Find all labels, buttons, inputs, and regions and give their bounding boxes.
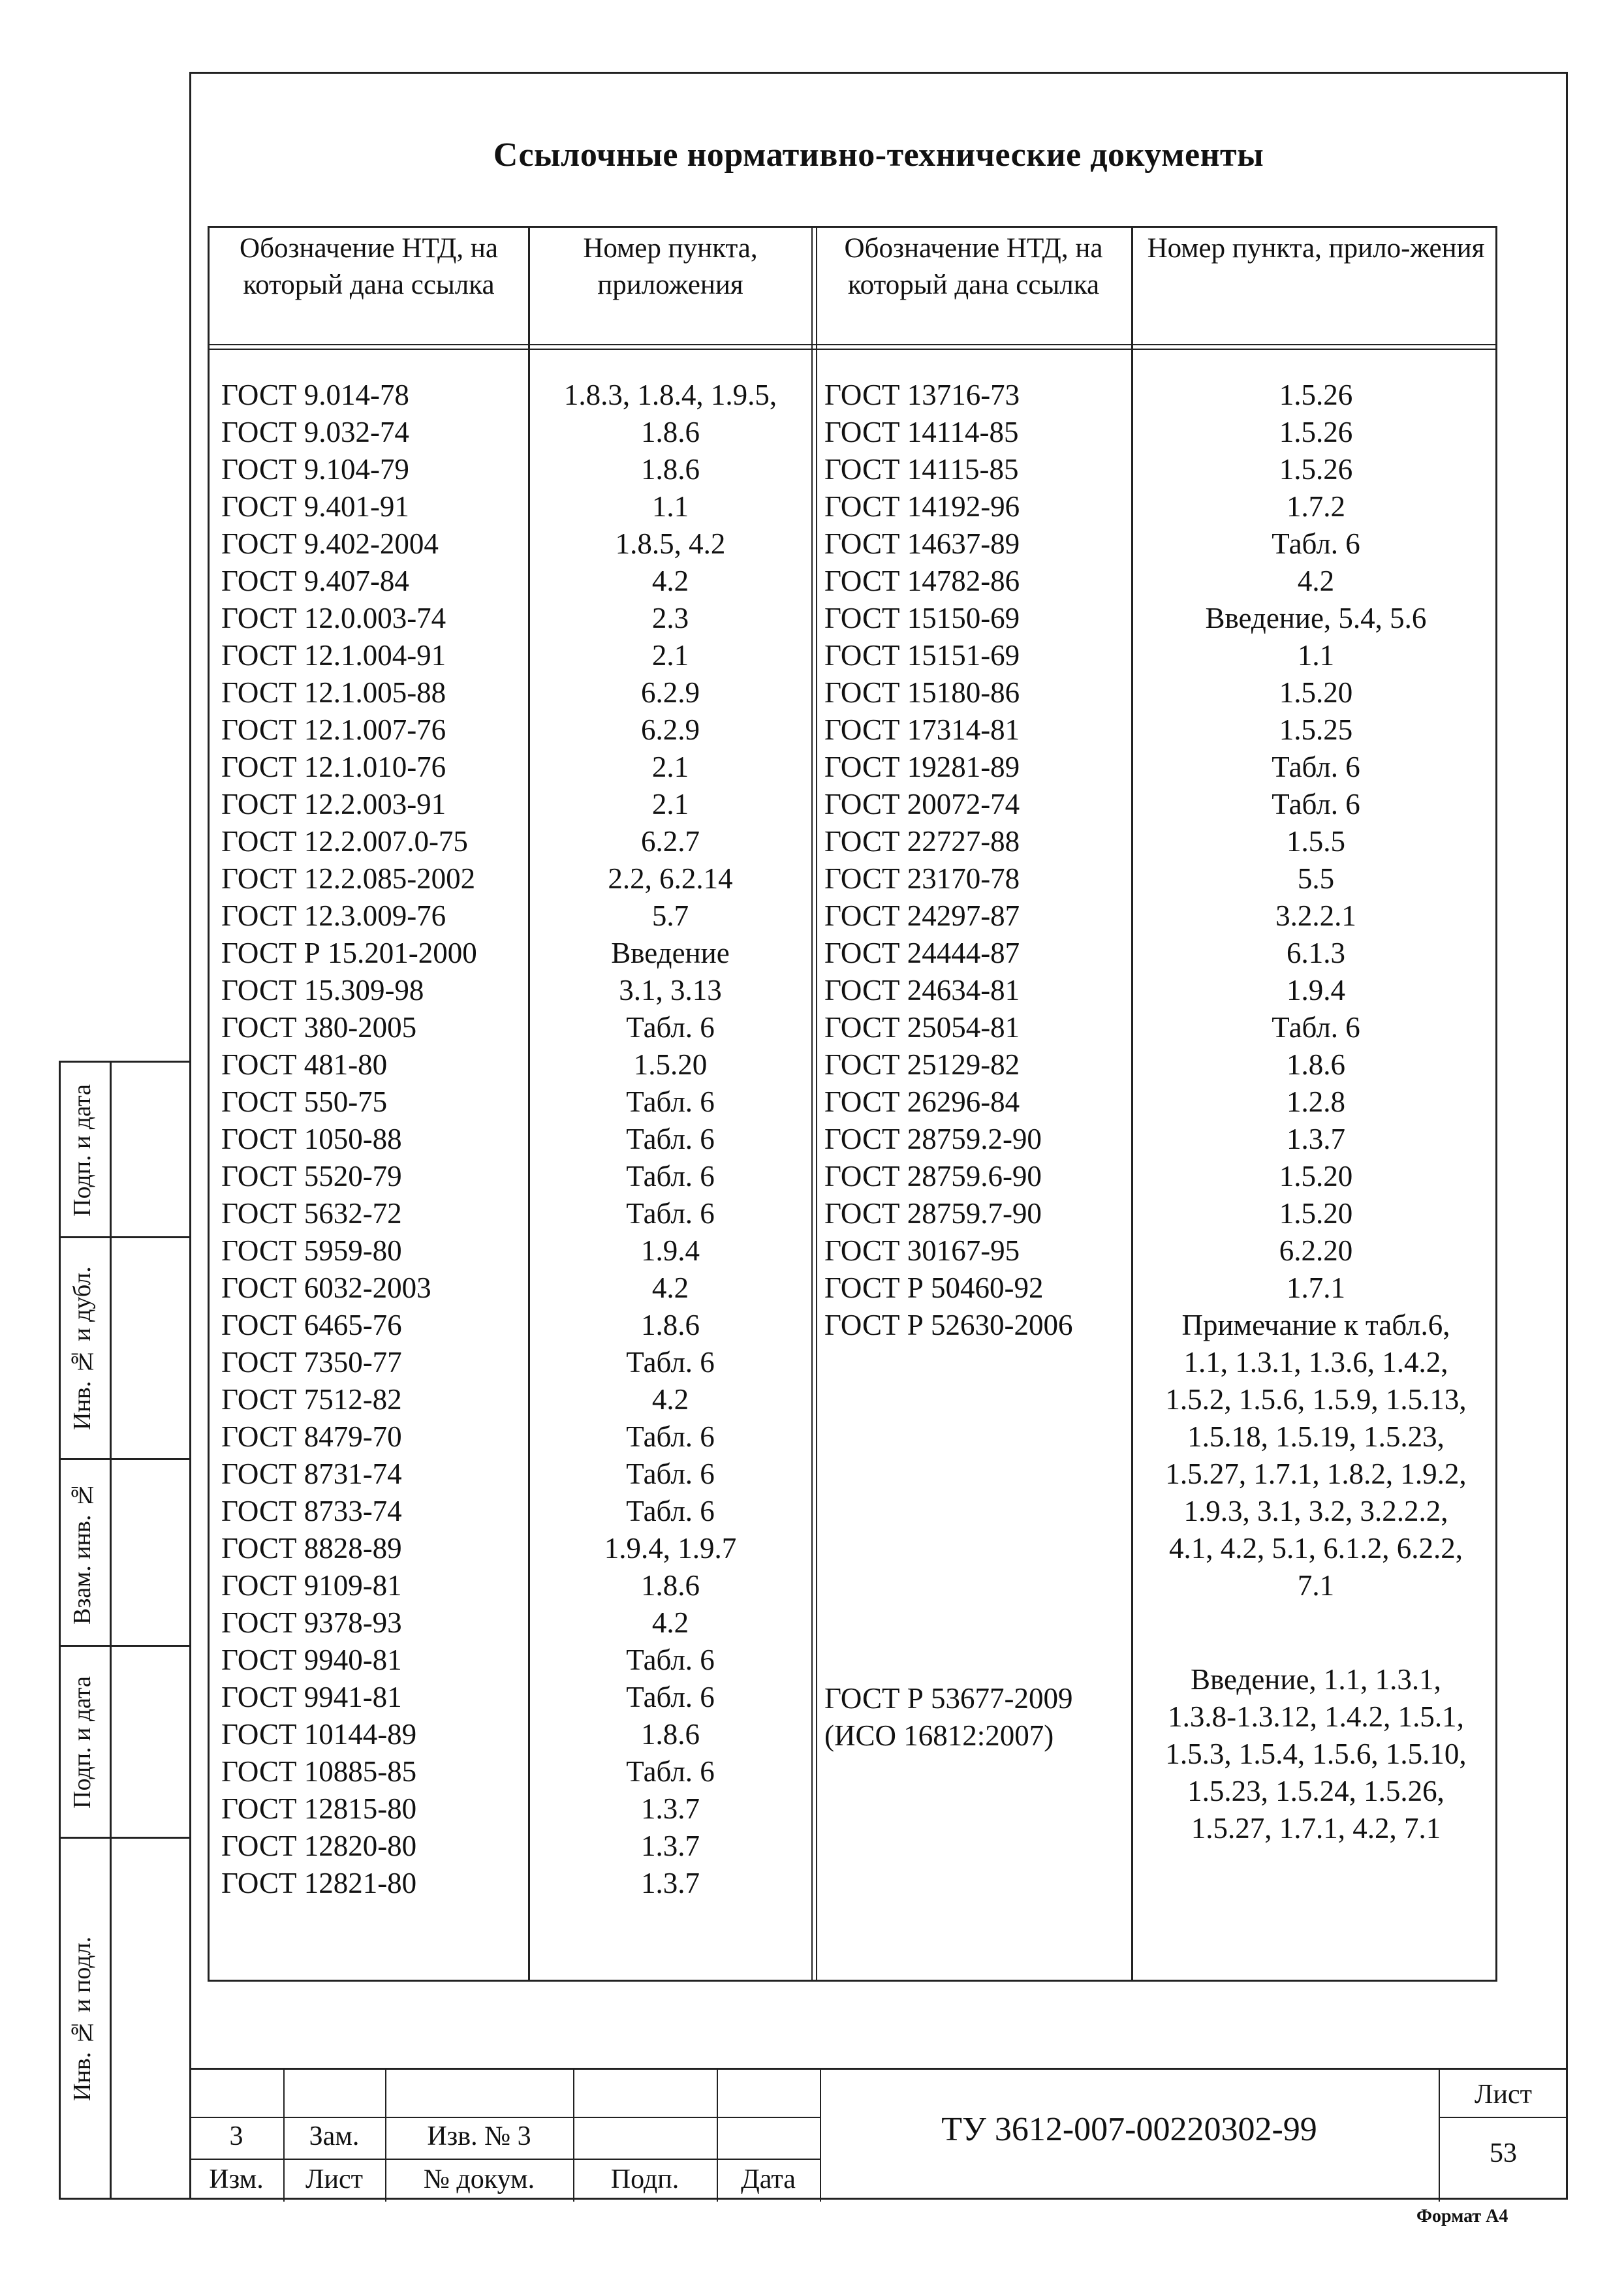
side-label-vzam-inv: Взам. инв. № bbox=[69, 1481, 96, 1625]
right-item-cell: Табл. 6 bbox=[1272, 751, 1360, 783]
right-item-cell: 1.5.20 bbox=[1279, 676, 1353, 709]
right-item-cell: 1.3.7 bbox=[1287, 1123, 1345, 1155]
right-item-cell: 1.5.20 bbox=[1279, 1160, 1353, 1193]
left-doc-cell: ГОСТ 15.309-98 bbox=[221, 974, 424, 1006]
r52630-line: 1.1, 1.3.1, 1.3.6, 1.4.2, bbox=[1183, 1346, 1448, 1379]
r53677-doc-line: (ИСО 16812:2007) bbox=[824, 1719, 1054, 1752]
sheet-label: Лист bbox=[1475, 2080, 1532, 2110]
format-label: Формат А4 bbox=[1416, 2206, 1508, 2226]
right-doc-cell: ГОСТ 14782-86 bbox=[824, 565, 1020, 597]
left-doc-cell: ГОСТ 9.402-2004 bbox=[221, 527, 439, 560]
page-title: Ссылочные нормативно-технические документы bbox=[493, 136, 1264, 174]
left-doc-cell: ГОСТ 8828-89 bbox=[221, 1532, 402, 1565]
right-items-column bbox=[1132, 377, 1499, 1307]
side-label-podp-data-2: Подп. и дата bbox=[69, 1676, 96, 1809]
right-doc-cell: ГОСТ 28759.6-90 bbox=[824, 1160, 1042, 1193]
left-doc-cell: ГОСТ 10885-85 bbox=[221, 1755, 417, 1788]
right-doc-cell: ГОСТ 14192-96 bbox=[824, 490, 1020, 523]
left-item-cell: Табл. 6 bbox=[626, 1755, 715, 1788]
right-item-cell: 5.5 bbox=[1297, 862, 1335, 895]
side-row-line bbox=[59, 1458, 189, 1460]
left-item-cell: 2.1 bbox=[651, 639, 689, 672]
left-item-cell: 6.2.9 bbox=[641, 676, 700, 709]
right-doc-cell: ГОСТ 14115-85 bbox=[824, 453, 1019, 486]
left-item-cell: 1.8.5, 4.2 bbox=[615, 527, 726, 560]
left-item-cell: 5.7 bbox=[651, 899, 689, 932]
right-doc-cell: ГОСТ 24297-87 bbox=[824, 899, 1020, 932]
left-item-cell: Табл. 6 bbox=[626, 1681, 715, 1713]
header-item-2 bbox=[1132, 228, 1499, 344]
right-doc-cell: ГОСТ 13716-73 bbox=[824, 379, 1020, 411]
right-docs-column bbox=[824, 377, 1131, 1344]
left-item-cell: 1.9.4 bbox=[641, 1234, 700, 1267]
right-item-cell: Табл. 6 bbox=[1272, 527, 1360, 560]
r53677-line: Введение, 1.1, 1.3.1, bbox=[1191, 1663, 1441, 1696]
left-item-cell: Табл. 6 bbox=[626, 1458, 715, 1490]
left-doc-cell: ГОСТ 12815-80 bbox=[221, 1792, 417, 1825]
left-item-cell: 6.2.9 bbox=[641, 713, 700, 746]
r52630-line: 1.9.3, 3.1, 3.2, 3.2.2.2, bbox=[1183, 1495, 1448, 1527]
r53677-line: 1.3.8-1.3.12, 1.4.2, 1.5.1, bbox=[1168, 1700, 1464, 1733]
left-item-cell: 6.2.7 bbox=[641, 825, 700, 858]
header-separator bbox=[210, 344, 1495, 350]
stamp-notice: Изв. № 3 bbox=[427, 2121, 531, 2151]
header-ntd-text: Обозначение НТД, на который дана ссылка bbox=[240, 233, 498, 300]
stamp-row-line bbox=[189, 2117, 820, 2118]
left-doc-cell: ГОСТ 1050-88 bbox=[221, 1123, 402, 1155]
stamp-row-line bbox=[189, 2159, 820, 2160]
left-doc-cell: ГОСТ 12.1.007-76 bbox=[221, 713, 446, 746]
left-item-cell: 2.1 bbox=[651, 751, 689, 783]
right-item-cell: 1.9.4 bbox=[1287, 974, 1345, 1006]
left-doc-cell: ГОСТ 10144-89 bbox=[221, 1718, 417, 1751]
left-doc-cell: ГОСТ 481-80 bbox=[221, 1048, 388, 1081]
right-item-cell: 6.1.3 bbox=[1287, 937, 1345, 969]
left-item-cell: 2.3 bbox=[651, 602, 689, 634]
left-doc-cell: ГОСТ 9.401-91 bbox=[221, 490, 409, 523]
header-item-text: Номер пункта, приложения bbox=[583, 233, 758, 300]
left-doc-cell: ГОСТ 12.3.009-76 bbox=[221, 899, 446, 932]
right-doc-cell: ГОСТ 15150-69 bbox=[824, 602, 1020, 634]
right-doc-cell: ГОСТ 30167-95 bbox=[824, 1234, 1020, 1267]
left-doc-cell: ГОСТ 7512-82 bbox=[221, 1383, 402, 1416]
stamp-h-doc: № докум. bbox=[423, 2164, 535, 2194]
right-doc-cell: ГОСТ 25129-82 bbox=[824, 1048, 1020, 1081]
right-item-cell: 1.7.2 bbox=[1287, 490, 1345, 523]
left-doc-cell: ГОСТ 12820-80 bbox=[221, 1830, 417, 1862]
left-item-cell: Введение bbox=[611, 937, 730, 969]
right-item-cell: 1.1 bbox=[1297, 639, 1335, 672]
sheet-number: 53 bbox=[1490, 2138, 1517, 2168]
left-item-cell: 1.1 bbox=[651, 490, 689, 523]
r52630-line: 1.5.27, 1.7.1, 1.8.2, 1.9.2, bbox=[1165, 1458, 1467, 1490]
left-doc-cell: ГОСТ 8731-74 bbox=[221, 1458, 402, 1490]
left-doc-cell: ГОСТ 380-2005 bbox=[221, 1011, 417, 1044]
right-doc-cell: ГОСТ Р 50460-92 bbox=[824, 1271, 1044, 1304]
header-ntd-2-text: Обозначение НТД, на который дана ссылка bbox=[844, 233, 1103, 300]
left-item-cell: Табл. 6 bbox=[626, 1495, 715, 1527]
left-item-cell: 2.2, 6.2.14 bbox=[608, 862, 733, 895]
r52630-line: 7.1 bbox=[1297, 1569, 1335, 1602]
right-doc-cell: ГОСТ 24444-87 bbox=[824, 937, 1020, 969]
right-item-cell: Введение, 5.4, 5.6 bbox=[1205, 602, 1427, 634]
left-doc-cell: ГОСТ 9109-81 bbox=[221, 1569, 402, 1602]
left-doc-cell: ГОСТ 5632-72 bbox=[221, 1197, 402, 1230]
stamp-change: Зам. bbox=[309, 2121, 360, 2151]
r53677-items bbox=[1132, 1661, 1499, 1847]
left-doc-cell: ГОСТ 7350-77 bbox=[221, 1346, 402, 1379]
left-doc-cell: ГОСТ 5959-80 bbox=[221, 1234, 402, 1267]
left-item-cell: 4.2 bbox=[651, 565, 689, 597]
stamp-h-podp: Подп. bbox=[610, 2164, 679, 2194]
stamp-h-list: Лист bbox=[305, 2164, 363, 2194]
left-doc-cell: ГОСТ 8479-70 bbox=[221, 1420, 402, 1453]
left-doc-cell: ГОСТ 9940-81 bbox=[221, 1644, 402, 1676]
left-doc-cell: ГОСТ 12.0.003-74 bbox=[221, 602, 446, 634]
right-item-cell: Табл. 6 bbox=[1272, 788, 1360, 820]
left-doc-cell: ГОСТ 12.2.007.0-75 bbox=[221, 825, 468, 858]
document-designation: ТУ 3612-007-00220302-99 bbox=[941, 2111, 1317, 2148]
right-doc-cell: ГОСТ 14637-89 bbox=[824, 527, 1020, 560]
right-doc-cell: ГОСТ 15151-69 bbox=[824, 639, 1020, 672]
stamp-h-date: Дата bbox=[741, 2164, 796, 2194]
left-doc-cell: ГОСТ 12.1.010-76 bbox=[221, 751, 446, 783]
stamp-h-izm: Изм. bbox=[209, 2164, 264, 2194]
r52630-line: 4.1, 4.2, 5.1, 6.1.2, 6.2.2, bbox=[1169, 1532, 1463, 1565]
right-doc-cell: ГОСТ 26296-84 bbox=[824, 1085, 1020, 1118]
left-item-cell: 1.8.6 bbox=[641, 1718, 700, 1751]
right-item-cell: 1.5.5 bbox=[1287, 825, 1345, 858]
side-row-line bbox=[59, 1837, 189, 1839]
left-item-cell: 4.2 bbox=[651, 1271, 689, 1304]
r52630-line: 1.5.18, 1.5.19, 1.5.23, bbox=[1187, 1420, 1444, 1453]
left-item-cell: 1.9.4, 1.9.7 bbox=[604, 1532, 737, 1565]
right-item-cell: 1.7.1 bbox=[1287, 1271, 1345, 1304]
right-doc-cell: ГОСТ 19281-89 bbox=[824, 751, 1020, 783]
right-doc-cell: ГОСТ 23170-78 bbox=[824, 862, 1020, 895]
left-item-cell: 1.3.7 bbox=[641, 1867, 700, 1899]
r52630-line: 1.5.2, 1.5.6, 1.5.9, 1.5.13, bbox=[1165, 1383, 1467, 1416]
right-item-cell: Табл. 6 bbox=[1272, 1011, 1360, 1044]
references-table bbox=[208, 226, 1497, 1982]
right-item-cell: 1.5.26 bbox=[1279, 379, 1353, 411]
left-doc-cell: ГОСТ 12.2.085-2002 bbox=[221, 862, 476, 895]
right-doc-cell: ГОСТ 17314-81 bbox=[824, 713, 1020, 746]
left-item-cell: 1.8.6 bbox=[641, 1309, 700, 1341]
left-item-cell: 4.2 bbox=[651, 1606, 689, 1639]
right-item-cell: 1.5.20 bbox=[1279, 1197, 1353, 1230]
r52630-line: Примечание к табл.6, bbox=[1181, 1309, 1450, 1341]
left-item-cell: 1.8.6 bbox=[641, 453, 700, 486]
left-item-cell: Табл. 6 bbox=[626, 1420, 715, 1453]
right-doc-cell: ГОСТ 20072-74 bbox=[824, 788, 1020, 820]
left-item-cell: Табл. 6 bbox=[626, 1346, 715, 1379]
left-item-cell: Табл. 6 bbox=[626, 1197, 715, 1230]
left-docs-column bbox=[221, 377, 528, 1902]
right-doc-cell: ГОСТ 14114-85 bbox=[824, 416, 1019, 448]
left-item-cell: Табл. 6 bbox=[626, 1085, 715, 1118]
left-item-cell: 2.1 bbox=[651, 788, 689, 820]
left-doc-cell: ГОСТ 9941-81 bbox=[221, 1681, 402, 1713]
side-label-inv-podl: Инв. № и подл. bbox=[69, 1936, 96, 2102]
side-row-line bbox=[59, 1236, 189, 1238]
right-item-cell: 1.8.6 bbox=[1287, 1048, 1345, 1081]
right-doc-cell: ГОСТ 15180-86 bbox=[824, 676, 1020, 709]
right-doc-cell: ГОСТ 24634-81 bbox=[824, 974, 1020, 1006]
header-ntd bbox=[210, 228, 528, 344]
right-item-cell: 1.2.8 bbox=[1287, 1085, 1345, 1118]
left-doc-cell: ГОСТ 12821-80 bbox=[221, 1867, 417, 1899]
stamp-rev: 3 bbox=[229, 2121, 243, 2151]
right-doc-cell: ГОСТ 28759.7-90 bbox=[824, 1197, 1042, 1230]
left-doc-cell: ГОСТ Р 15.201-2000 bbox=[221, 937, 477, 969]
left-item-cell: 1.8.3, 1.8.4, 1.9.5, bbox=[563, 379, 777, 411]
right-doc-cell: ГОСТ Р 52630-2006 bbox=[824, 1309, 1073, 1341]
left-item-cell: 1.3.7 bbox=[641, 1792, 700, 1825]
left-doc-cell: ГОСТ 6465-76 bbox=[221, 1309, 402, 1341]
r52630-items bbox=[1132, 1307, 1499, 1604]
header-ntd-2 bbox=[816, 228, 1131, 344]
side-label-podp-data-1: Подп. и дата bbox=[69, 1084, 96, 1217]
left-doc-cell: ГОСТ 5520-79 bbox=[221, 1160, 402, 1193]
left-doc-cell: ГОСТ 9378-93 bbox=[221, 1606, 402, 1639]
left-items-column bbox=[528, 377, 813, 1902]
r53677-designation bbox=[824, 1680, 1131, 1755]
right-item-cell: 3.2.2.1 bbox=[1275, 899, 1356, 932]
left-item-cell: 1.3.7 bbox=[641, 1830, 700, 1862]
header-item bbox=[529, 228, 811, 344]
left-doc-cell: ГОСТ 8733-74 bbox=[221, 1495, 402, 1527]
left-item-cell: 4.2 bbox=[651, 1383, 689, 1416]
left-doc-cell: ГОСТ 9.407-84 bbox=[221, 565, 409, 597]
right-item-cell: 6.2.20 bbox=[1279, 1234, 1353, 1267]
side-label-inv-dubl: Инв. № и дубл. bbox=[69, 1266, 96, 1431]
left-item-cell: 1.8.6 bbox=[641, 1569, 700, 1602]
right-item-cell: 1.5.25 bbox=[1279, 713, 1353, 746]
left-doc-cell: ГОСТ 12.1.004-91 bbox=[221, 639, 446, 672]
right-doc-cell: ГОСТ 25054-81 bbox=[824, 1011, 1020, 1044]
left-item-cell: Табл. 6 bbox=[626, 1011, 715, 1044]
left-item-cell: Табл. 6 bbox=[626, 1160, 715, 1193]
right-doc-cell: ГОСТ 28759.2-90 bbox=[824, 1123, 1042, 1155]
left-item-cell: 1.8.6 bbox=[641, 416, 700, 448]
r53677-line: 1.5.23, 1.5.24, 1.5.26, bbox=[1187, 1775, 1444, 1807]
left-doc-cell: ГОСТ 9.104-79 bbox=[221, 453, 409, 486]
left-doc-cell: ГОСТ 12.1.005-88 bbox=[221, 676, 446, 709]
right-item-cell: 1.5.26 bbox=[1279, 453, 1353, 486]
left-item-cell: 1.5.20 bbox=[633, 1048, 708, 1081]
left-doc-cell: ГОСТ 9.032-74 bbox=[221, 416, 409, 448]
left-doc-cell: ГОСТ 6032-2003 bbox=[221, 1271, 431, 1304]
side-divider bbox=[110, 1061, 112, 2200]
stamp-row-line bbox=[1439, 2117, 1568, 2118]
side-row-line bbox=[59, 1645, 189, 1647]
r53677-line: 1.5.3, 1.5.4, 1.5.6, 1.5.10, bbox=[1165, 1738, 1467, 1770]
r53677-line: 1.5.27, 1.7.1, 4.2, 7.1 bbox=[1191, 1812, 1441, 1845]
left-doc-cell: ГОСТ 12.2.003-91 bbox=[221, 788, 446, 820]
header-item-2-text: Номер пункта, прило-жения bbox=[1147, 233, 1485, 264]
title-block bbox=[189, 2068, 1568, 2202]
left-doc-cell: ГОСТ 9.014-78 bbox=[221, 379, 409, 411]
left-item-cell: 3.1, 3.13 bbox=[619, 974, 722, 1006]
right-item-cell: 4.2 bbox=[1297, 565, 1335, 597]
right-doc-cell: ГОСТ 22727-88 bbox=[824, 825, 1020, 858]
left-doc-cell: ГОСТ 550-75 bbox=[221, 1085, 388, 1118]
left-item-cell: Табл. 6 bbox=[626, 1644, 715, 1676]
right-item-cell: 1.5.26 bbox=[1279, 416, 1353, 448]
left-item-cell: Табл. 6 bbox=[626, 1123, 715, 1155]
r53677-doc-line: ГОСТ Р 53677-2009 bbox=[824, 1682, 1073, 1715]
